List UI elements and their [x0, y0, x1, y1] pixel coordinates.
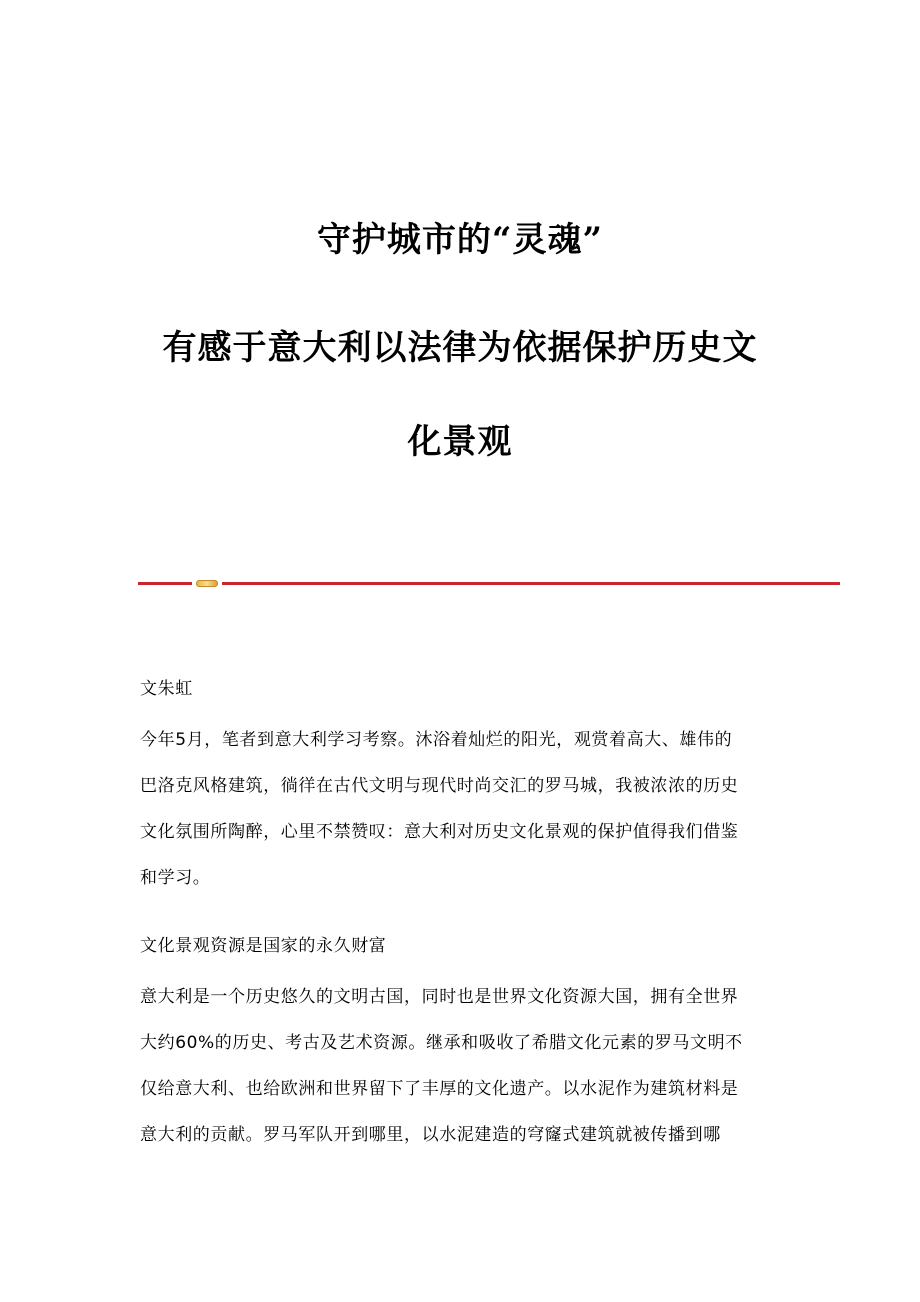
paragraph-1 [140, 717, 780, 901]
document-title-line-2: 有感于意大利以法律为依据保护历史文 [162, 328, 758, 368]
document-title-line-3: 化景观 [407, 422, 513, 462]
document-title-line-1: 守护城市的“灵魂” [316, 220, 604, 260]
divider-ornament-icon [196, 580, 218, 587]
paragraph-2 [140, 974, 780, 1158]
divider-bar-right [222, 582, 840, 585]
author-line: 文朱虹 [140, 679, 193, 699]
paragraph-line: 文化氛围所陶醉，心里不禁赞叹：意大利对历史文化景观的保护值得我们借鉴 [140, 822, 739, 842]
paragraph-line: 意大利的贡献。罗马军队开到哪里，以水泥建造的穹窿式建筑就被传播到哪 [140, 1125, 721, 1145]
paragraph-line: 仅给意大利、也给欧洲和世界留下了丰厚的文化遗产。以水泥作为建筑材料是 [140, 1079, 739, 1099]
paragraph-line: 今年5月，笔者到意大利学习考察。沐浴着灿烂的阳光，观赏着高大、雄伟的 [140, 730, 733, 750]
divider-bar-left [138, 582, 192, 585]
paragraph-line: 和学习。 [140, 868, 211, 888]
title-divider [138, 580, 840, 588]
section-heading: 文化景观资源是国家的永久财富 [140, 936, 387, 956]
paragraph-line: 巴洛克风格建筑，徜徉在古代文明与现代时尚交汇的罗马城，我被浓浓的历史 [140, 776, 739, 796]
paragraph-line: 大约60%的历史、考古及艺术资源。继承和吸收了希腊文化元素的罗马文明不 [140, 1033, 743, 1053]
paragraph-line: 意大利是一个历史悠久的文明古国，同时也是世界文化资源大国，拥有全世界 [140, 987, 739, 1007]
